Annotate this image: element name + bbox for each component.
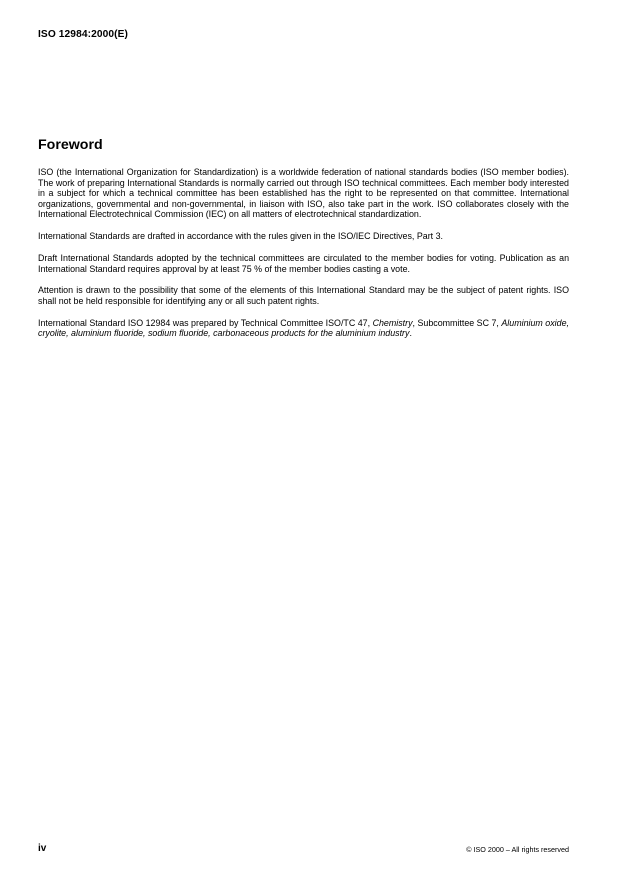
paragraph-drafting-rules: International Standards are drafted in accordance with the rules given in the ISO/IEC Directives, Part 3. [38, 231, 444, 242]
paragraph-voting: Draft International Standards adopted by the technical committees are circulated to the member bodies for voting. Publication as an International Standard requires approval by at least 75 % of the member bodies casting a vote. [38, 252, 569, 274]
paragraph-committee [38, 318, 569, 339]
section-title: Foreword [38, 137, 103, 153]
committee-end-text: . [409, 328, 412, 339]
paragraph-organization: ISO (the International Organization for Standardization) is a worldwide federation of national standards bodies (ISO member bodies). The work of preparing International Standards is normally carried out through ISO technical committees. Each member body interested in a subject for which a technical committee has been established has the right to be represented on that committee. International organizations, governmental and non-governmental, in liaison with ISO, also take part in the work. ISO collaborates closely with the International Electrotechnical Commission (IEC) on all matters of electrotechnical standardization. [38, 167, 569, 220]
committee-mid-text: , Subcommittee SC 7, [412, 317, 502, 328]
committee-name: Chemistry [372, 317, 413, 328]
document-id-header: ISO 12984:2000(E) [38, 29, 129, 40]
committee-lead-text: International Standard ISO 12984 was prepared by Technical Committee ISO/TC 47, [38, 317, 373, 328]
copyright-notice: © ISO 2000 – All rights reserved [466, 845, 569, 854]
paragraph-patent-rights: Attention is drawn to the possibility that some of the elements of this International Standard may be the subject of patent rights. ISO shall not be held responsible for identifying any or all such patent rights. [38, 285, 569, 306]
page-number: iv [38, 843, 47, 854]
subcommittee-name: Aluminium oxide, cryolite, aluminium fluoride, sodium fluoride, carbonaceous products for the aluminium industry [38, 317, 569, 339]
foreword-body [38, 167, 569, 350]
